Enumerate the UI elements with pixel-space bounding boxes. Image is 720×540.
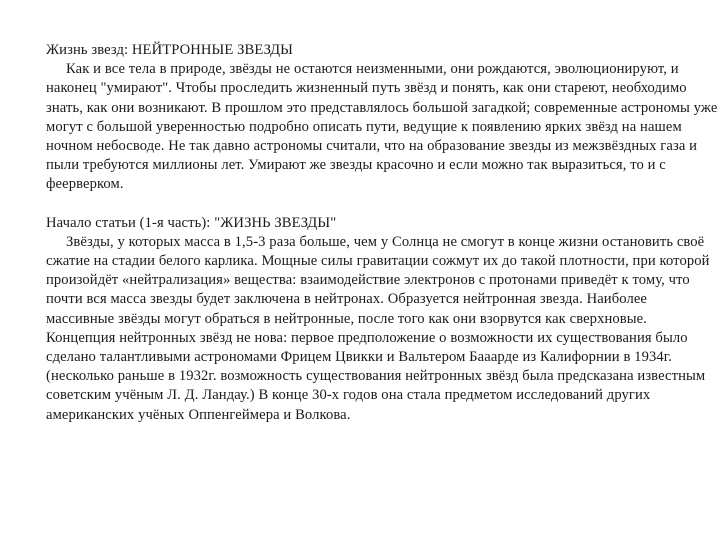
- section2-paragraph-text: Звёзды, у которых масса в 1,5-3 раза больше, чем у Солнца не смогут в конце жизни остановить своё сжатие на стадии белого карлика. Мощные силы гравитации сожмут их до такой плотности, при которой произойдёт «нейтрализация» вещества: взаимодействие электронов с протонами приведёт к тому, что почти вся масса звезды будет заключена в нейтронах. Образуется нейтронная звезда. Наиболее массивные звёзды могут обраться в нейтронные, после того как они взорвутся как сверхновые. Концепция нейтронных звёзд не нова: первое предположение о возможности их существования было сделано талантливыми астрономами Фрицем Цвикки и Вальтером Бааарде из Калифорнии в 1934г. (несколько раньше в 1932г. возможность существования нейтронных звёзд была предсказана известным советским учёным Л. Д. Ландау.) В конце 30-х годов она стала предметом исследований других американских учёных Оппенгеймера и Волкова.: [46, 233, 710, 423]
- section1-paragraph-text: Как и все тела в природе, звёзды не остаются неизменными, они рождаются, эволюционируют, и наконец "умирают". Чтобы проследить жизненный путь звёзд и понять, как они стареют, необходимо знать, как они возникают. В прошлом это представлялось большой загадкой; современные астрономы уже могут с большой уверенностью подробно описать пути, ведущие к появлению ярких звёзд на нашем ночном небосводе. Не так давно астрономы считали, что на образование звезды из межзвёздных газа и пыли требуются миллионы лет. Умирают же звезды красочно и если можно так выразиться, то и с феерверком.: [46, 61, 718, 193]
- section1-title: НЕЙТРОННЫЕ ЗВЕЗДЫ: [131, 42, 293, 58]
- section2-label: Начало статьи (1-я часть):: [46, 214, 215, 231]
- section1-heading: [46, 41, 718, 60]
- section1-label: Жизнь звезд:: [46, 42, 132, 58]
- section2-title: "ЖИЗНЬ ЗВЕЗДЫ": [214, 214, 337, 231]
- section2-paragraph: [46, 233, 718, 425]
- section1-paragraph: [46, 60, 718, 194]
- section-divider-space: [46, 195, 718, 214]
- document-page: [46, 41, 718, 425]
- section2-heading: [46, 214, 718, 233]
